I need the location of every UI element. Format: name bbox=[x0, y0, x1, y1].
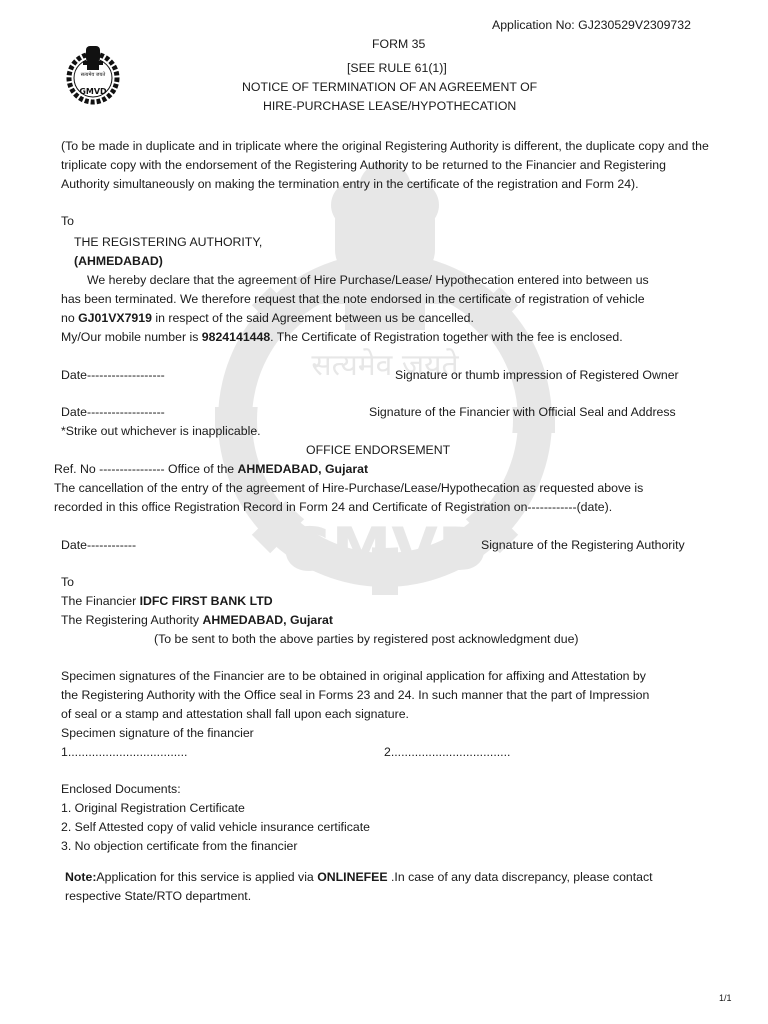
enclosed-heading: Enclosed Documents: bbox=[61, 782, 181, 796]
specimen-line1: Specimen signatures of the Financier are to be obtained in original application for affixing and Attestation by bbox=[61, 669, 646, 683]
financier-date: Date------------------- bbox=[61, 405, 165, 419]
declaration-line3-pre: no bbox=[61, 311, 79, 325]
registering-authority: THE REGISTERING AUTHORITY, bbox=[74, 235, 263, 249]
recipients-to: To bbox=[61, 575, 74, 589]
office-name: AHMEDABAD, Gujarat bbox=[237, 462, 369, 476]
authority-city: (AHMEDABAD) bbox=[74, 254, 163, 268]
enclosed-item: 2. Self Attested copy of valid vehicle insurance certificate bbox=[61, 820, 370, 834]
strike-note: *Strike out whichever is inapplicable. bbox=[61, 424, 261, 438]
declaration-line3 bbox=[61, 311, 474, 325]
service-name: ONLINEFEE bbox=[317, 870, 388, 884]
note-label: Note: bbox=[65, 870, 97, 884]
enclosed-item: 1. Original Registration Certificate bbox=[61, 801, 245, 815]
form-title-line2: HIRE-PURCHASE LEASE/HYPOTHECATION bbox=[263, 99, 517, 113]
owner-signature: Signature or thumb impression of Registered Owner bbox=[395, 368, 679, 382]
specimen-line2: the Registering Authority with the Office seal in Forms 23 and 24. In such manner that the part of Impression bbox=[61, 688, 650, 702]
to-label: To bbox=[61, 214, 74, 228]
note-text-post: .In case of any data discrepancy, please contact bbox=[387, 870, 653, 884]
declaration-line4 bbox=[61, 330, 623, 344]
authority-date: Date------------ bbox=[61, 538, 137, 552]
service-note-line1 bbox=[65, 870, 653, 884]
cancellation-line2: recorded in this office Registration Record in Form 24 and Certificate of Registration on------------(date). bbox=[54, 500, 613, 514]
mobile-pre: My/Our mobile number is bbox=[61, 330, 202, 344]
vehicle-number: GJ01VX7919 bbox=[78, 311, 152, 325]
owner-date: Date------------------- bbox=[61, 368, 165, 382]
specimen-signature-2: 2................................... bbox=[384, 745, 511, 759]
page-number: 1/1 bbox=[719, 993, 732, 1003]
mobile-number: 9824141448 bbox=[201, 330, 271, 344]
form-rule: [SEE RULE 61(1)] bbox=[347, 61, 447, 75]
ref-pre: Ref. No ---------------- Office of the bbox=[54, 462, 238, 476]
declaration-line2: has been terminated. We therefore request that the note endorsed in the certificate of registration of vehicle bbox=[61, 292, 645, 306]
logo-text: GMVD bbox=[79, 87, 107, 96]
post-note: (To be sent to both the above parties by registered post acknowledgment due) bbox=[154, 632, 579, 646]
form-number: FORM 35 bbox=[372, 37, 426, 51]
specimen-line4: Specimen signature of the financier bbox=[61, 726, 254, 740]
specimen-signature-1: 1................................... bbox=[61, 745, 188, 759]
form-title-line1: NOTICE OF TERMINATION OF AN AGREEMENT OF bbox=[242, 80, 538, 94]
financier-signature: Signature of the Financier with Official Seal and Address bbox=[369, 405, 676, 419]
specimen-line3: of seal or a stamp and attestation shall fall upon each signature. bbox=[61, 707, 409, 721]
enclosed-item: 3. No objection certificate from the financier bbox=[61, 839, 298, 853]
gmvd-logo bbox=[66, 44, 120, 106]
cancellation-line1: The cancellation of the entry of the agreement of Hire-Purchase/Lease/Hypothecation as requested above is bbox=[54, 481, 644, 495]
office-endorsement-heading: OFFICE ENDORSEMENT bbox=[306, 443, 451, 457]
mobile-post: . The Certificate of Registration together with the fee is enclosed. bbox=[270, 330, 623, 344]
watermark-text: GMVD bbox=[282, 515, 488, 585]
financier-line bbox=[61, 594, 273, 608]
ref-line bbox=[54, 462, 368, 476]
declaration-line1: We hereby declare that the agreement of Hire Purchase/Lease/ Hypothecation entered into between us bbox=[87, 273, 649, 287]
service-note-line2: respective State/RTO department. bbox=[65, 889, 252, 903]
authority-name: AHMEDABAD, Gujarat bbox=[202, 613, 333, 627]
application-number: Application No: GJ230529V2309732 bbox=[492, 18, 691, 32]
authority-signature: Signature of the Registering Authority bbox=[481, 538, 685, 552]
authority-pre: The Registering Authority bbox=[61, 613, 203, 627]
watermark-motto: सत्यमेव जयते bbox=[311, 348, 459, 383]
financier-pre: The Financier bbox=[61, 594, 140, 608]
instructions-paragraph: (To be made in duplicate and in triplicate where the original Registering Authority is different, the duplicate copy and the triplicate copy with the endorsement of the Registering Authority to be returned to the Financier and Registering Authority simultaneously on making the termination entry in the certificate of the registration and Form 24). bbox=[61, 139, 709, 191]
financier-name: IDFC FIRST BANK LTD bbox=[139, 594, 273, 608]
logo-motto: सत्यमेव जयते bbox=[80, 72, 106, 78]
note-text-pre: Application for this service is applied via bbox=[96, 870, 318, 884]
declaration-line3-post: in respect of the said Agreement between us be cancelled. bbox=[151, 311, 474, 325]
authority-line bbox=[61, 613, 333, 627]
